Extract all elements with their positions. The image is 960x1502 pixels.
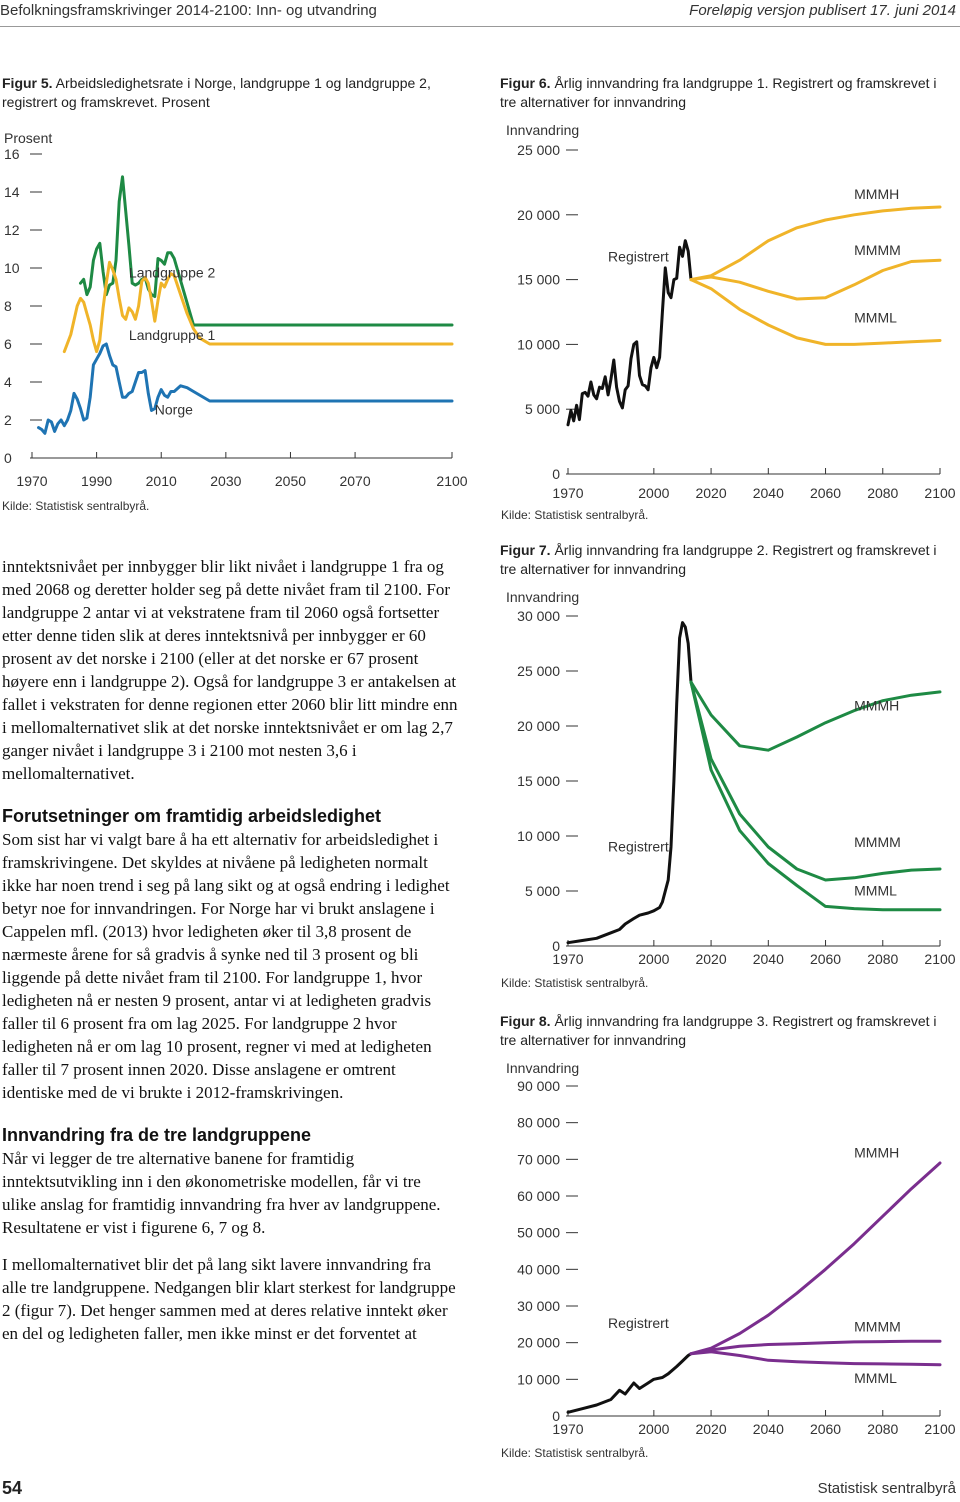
fig6-series-label: Registrert [608,248,669,265]
fig8-xtick-label: 2100 [924,1421,956,1437]
fig5-chart [0,140,470,500]
fig5-xtick-label: 2050 [274,473,307,489]
fig6-source: Kilde: Statistisk sentralbyrå. [501,508,649,522]
fig8-series-label: Registrert [608,1315,669,1331]
footer-publisher: Statistisk sentralbyrå [817,1480,956,1497]
fig5-ytick-label: 16 [4,146,20,162]
fig6-series-label: MMMM [854,241,901,258]
fig6-title [500,74,940,112]
fig7-xtick-label: 2040 [752,951,784,967]
fig6-series-label: MMML [854,309,897,326]
fig7-series-label: Registrert [608,838,669,855]
fig6-ytick-label: 25 000 [517,142,560,158]
section-heading-immigration: Innvandring fra de tre landgruppene [2,1125,312,1145]
fig5-ytick-label: 2 [4,412,12,428]
fig6-series-label: MMMH [854,186,900,203]
fig8-ytick-label: 80 000 [517,1114,560,1131]
fig6-xtick-label: 2060 [809,485,842,501]
body-column [2,555,458,1345]
fig5-source: Kilde: Statistisk sentralbyrå. [2,499,150,513]
fig5-title-prefix: Figur 5. [2,75,53,91]
fig8-xtick-label: 1970 [552,1421,584,1437]
fig8-series-mmml [691,1352,940,1365]
fig7-series-label: MMMM [854,834,901,850]
fig5-xtick-label: 2100 [436,473,468,489]
paragraph-immigration: Når vi legger de tre alternative banene for framtidig inntektsutvikling inn i den økonometriske modellen, får vi tre ulike anslag for framtidig innvandring fra hver av landgruppene. Resultatene er vist i figurene 6, 7 og 8. [2,1149,441,1237]
fig5-unit: Prosent [4,130,53,146]
fig5-series-label: Landgruppe 2 [128,264,216,281]
running-header-title: Befolkningsframskrivinger 2014-2100: Inn- og utvandring [0,2,377,19]
fig8-xtick-label: 2060 [809,1421,842,1437]
fig5-series-norge [39,344,453,433]
fig7-series-registrert [568,623,691,943]
fig5-xtick-label: 1990 [81,473,113,489]
fig7-title [500,541,940,579]
fig6-xtick-label: 2100 [924,485,956,501]
paragraph-middle-alternative: I mellomalternativet blir det på lang sikt lavere innvandring fra alle tre landgruppene. Nedgangen blir klart sterkest for landgruppe 2 (figur 7). Det henger sammen med at deres relative inntekt øker en del og ledigheten faller, men ikke minst er det forventet at [2,1255,456,1343]
fig8-series-label: MMML [854,1370,897,1386]
fig7-ytick-label: 15 000 [517,773,560,789]
fig7-xtick-label: 1970 [552,951,584,967]
fig7-xtick-label: 2100 [924,951,956,967]
paragraph-unemployment: Som sist har vi valgt bare å ha ett alternativ for arbeidsledighet i framskrivingene. Det skyldes at nivåene på ledigheten normalt ikke har noen trend i seg på lang sikt og at også endring i ledighet betyr noe for innvandringen. For Norge har vi brukt anslagene i Cappelen mfl. (2013) hvor ledigheten øker til 3,8 prosent de nærmeste årene for så gradvis å synke ned til 3 prosent og bli liggende på dette nivået fram til 2100. For landgruppe 1, hvor ledigheten nå er nesten 9 prosent, antar vi at ledigheten gradvis faller til 6 prosent fra om lag 2025. For landgruppe 2 hvor ledigheten nå er om lag 10 prosent, regner vi med at ledigheten faller til 7 prosent innen 2020. Disse anslagene er omtrent identiske med de vi brukte i 2012-framskrivingen. [2,830,450,1102]
fig5-ytick-label: 10 [4,260,20,276]
fig8-chart [490,1070,960,1445]
fig5-ytick-label: 6 [4,336,12,352]
fig8-source: Kilde: Statistisk sentralbyrå. [501,1446,649,1460]
fig8-series-mmmm [691,1341,940,1354]
fig6-series-registrert [568,241,691,425]
fig7-xtick-label: 2080 [867,951,899,967]
fig6-xtick-label: 2080 [867,485,899,501]
fig6-xtick-label: 1970 [552,485,584,501]
fig7-ytick-label: 0 [552,938,560,954]
fig5-title-text: Arbeidsledighetsrate i Norge, landgruppe 1 og landgruppe 2, registrert og framskrevet. Prosent [2,75,431,110]
fig7-chart [490,600,960,975]
fig5-series-landgruppe-1 [64,262,452,351]
fig8-ytick-label: 0 [552,1408,560,1424]
fig8-series-label: MMMH [854,1144,900,1161]
fig5-xtick-label: 2010 [145,473,177,489]
fig7-series-label: MMML [854,882,897,899]
fig5-xtick-label: 2030 [210,473,242,489]
fig8-xtick-label: 2000 [638,1421,670,1437]
fig5-series-landgruppe-2 [81,177,453,325]
fig5-ytick-label: 14 [4,184,20,200]
fig6-ytick-label: 5 000 [524,401,560,418]
fig6-xtick-label: 2020 [695,485,727,501]
fig6-series-mmml [691,280,940,345]
fig7-ytick-label: 20 000 [517,718,560,734]
fig8-title-text: Årlig innvandring fra landgruppe 3. Registrert og framskrevet i tre alternativer for innvandring [500,1013,937,1048]
fig6-unit: Innvandring [506,122,580,138]
fig7-ytick-label: 30 000 [517,608,560,624]
header-rule [0,26,960,27]
fig6-title-prefix: Figur 6. [500,75,551,91]
fig5-series-label: Landgruppe 1 [128,327,216,344]
fig5-xtick-label: 1970 [16,473,48,489]
fig7-xtick-label: 2020 [695,951,727,967]
fig5-title [2,74,442,112]
fig6-series-mmmh [691,207,940,280]
fig7-title-text: Årlig innvandring fra landgruppe 2. Registrert og framskrevet i tre alternativer for innvandring [500,542,937,577]
fig7-xtick-label: 2060 [809,951,842,967]
fig8-ytick-label: 70 000 [517,1151,560,1168]
page-number: 54 [2,1478,23,1498]
fig8-ytick-label: 30 000 [517,1298,560,1314]
fig8-xtick-label: 2080 [867,1421,899,1437]
fig8-ytick-label: 10 000 [517,1371,560,1388]
fig8-ytick-label: 90 000 [517,1078,560,1094]
fig7-source: Kilde: Statistisk sentralbyrå. [501,976,649,990]
fig7-title-prefix: Figur 7. [500,542,551,558]
fig6-ytick-label: 0 [552,466,560,482]
fig5-ytick-label: 8 [4,298,12,314]
fig8-ytick-label: 50 000 [517,1224,560,1241]
fig6-ytick-label: 20 000 [517,206,560,223]
fig7-series-mmmh [691,682,940,750]
fig7-ytick-label: 10 000 [517,828,560,844]
fig6-chart [490,132,960,507]
fig8-series-mmmh [691,1163,940,1354]
fig7-series-mmmm [691,682,940,880]
fig8-title-prefix: Figur 8. [500,1013,551,1029]
fig8-xtick-label: 2020 [695,1421,727,1437]
fig7-unit: Innvandring [506,589,580,605]
fig8-title [500,1012,940,1050]
running-header-version: Foreløpig versjon publisert 17. juni 2014 [689,2,956,19]
fig5-ytick-label: 12 [4,222,20,238]
fig7-ytick-label: 5 000 [524,883,560,899]
fig7-series-label: MMMH [854,697,900,714]
fig8-xtick-label: 2040 [752,1421,784,1437]
fig8-unit: Innvandring [506,1060,580,1076]
fig6-ytick-label: 15 000 [517,271,560,288]
fig6-title-text: Årlig innvandring fra landgruppe 1. Registrert og framskrevet i tre alternativer for innvandring [500,75,937,110]
fig6-xtick-label: 2040 [752,485,784,501]
fig8-ytick-label: 40 000 [517,1261,560,1278]
fig5-xtick-label: 2070 [339,473,371,489]
fig5-series-label: Norge [154,401,193,418]
paragraph-income: inntektsnivået per innbygger blir likt nivået i landgruppe 1 fra og med 2068 og deretter holder seg på dette nivået fram til 2100. For landgruppe 2 antar vi at vekstratene fram til 2060 også fortsetter etter denne tiden slik at deres inntektsnivå per innbygger er 60 prosent av det norske i 2100 (eller at det norske er 67 prosent høyere enn i landgruppe 2). Også for landgruppe 3 er antakelsen at fallet i vekstraten for denne regionen etter 2060 blir litt mindre enn i mellomalternativet slik at det norske inntektsnivået er om lag 2,7 ganger nivået i landgruppe 3 i 2100 mot nesten 3,6 i mellomalternativet. [2,557,458,783]
fig8-ytick-label: 60 000 [517,1188,560,1204]
fig5-ytick-label: 4 [4,374,12,390]
fig6-ytick-label: 10 000 [517,336,560,353]
fig7-xtick-label: 2000 [638,951,670,967]
fig6-xtick-label: 2000 [638,485,670,501]
fig7-ytick-label: 25 000 [517,663,560,679]
fig8-ytick-label: 20 000 [517,1334,560,1351]
section-heading-unemployment: Forutsetninger om framtidig arbeidsledighet [2,806,382,826]
fig8-series-registrert [568,1354,691,1413]
fig5-ytick-label: 0 [4,450,12,466]
fig8-series-label: MMMM [854,1318,901,1335]
